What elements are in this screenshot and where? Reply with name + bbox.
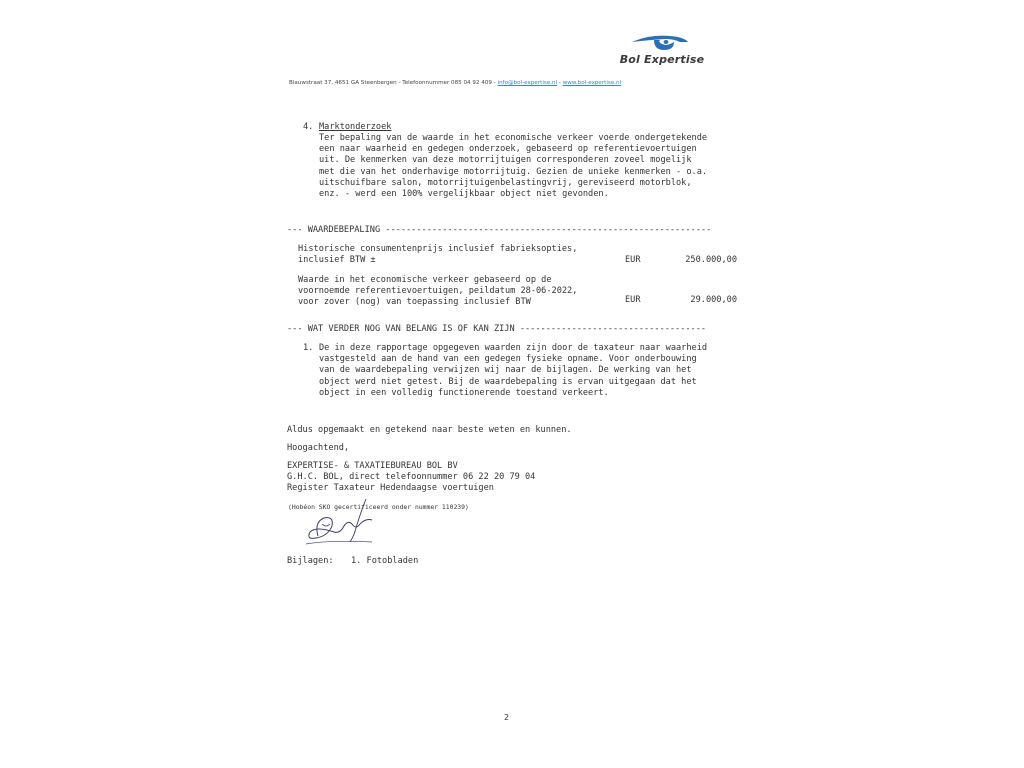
item-line: voor zover (nog) van toepassing inclusief BTW	[298, 297, 531, 308]
body-line: object werd niet getest. Bij de waardebepaling is ervan uitgegaan dat het	[319, 376, 697, 387]
body-line: Ter bepaling van de waarde in het economische verkeer voerde ondergetekende	[319, 133, 708, 143]
attachment-item: 1. Fotobladen	[351, 556, 419, 566]
handwritten-signature-icon	[300, 498, 380, 548]
signatory-block	[287, 461, 535, 495]
signatory-name: G.H.C. BOL, direct telefoonnummer 06 22 20 79 04	[287, 472, 536, 483]
attachments-label: Bijlagen:	[287, 556, 334, 566]
item-line: Waarde in het economische verkeer gebaseerd op de	[298, 275, 552, 285]
body-line: object in een volledig functionerende toestand verkeert.	[319, 387, 609, 398]
page-number: 2	[504, 713, 510, 722]
certification-note: (Hobéon SKO gecertificeerd onder nummer 110239)	[288, 503, 469, 511]
section-body	[319, 133, 707, 200]
section-title: Marktonderzoek	[319, 122, 392, 132]
item-number: 1.	[303, 343, 314, 353]
address-separator: -	[557, 80, 563, 86]
currency-label: EUR	[625, 255, 641, 265]
signatory-role: Register Taxateur Hedendaagse voertuigen	[287, 483, 494, 494]
signature	[300, 498, 380, 548]
valuation-item	[298, 244, 577, 266]
brand-name: Bol Expertise	[619, 53, 705, 66]
company-name: EXPERTISE- & TAXATIEBUREAU BOL BV	[287, 461, 458, 471]
website-link[interactable]: www.bol-expertise.nl	[562, 80, 622, 86]
address-line	[289, 80, 621, 86]
item-line: voornoemde referentievoertuigen, peildatum 28-06-2022,	[298, 286, 578, 297]
amount-value: 250.000,00	[685, 255, 737, 265]
verder-heading: --- WAT VERDER NOG VAN BELANG IS OF KAN ZIJN ------------------------------------	[287, 324, 707, 334]
currency-label: EUR	[625, 295, 641, 305]
item-line: inclusief BTW ±	[298, 255, 376, 266]
body-line: uit. De kenmerken van deze motorrijtuigen corresponderen zoveel mogelijk	[319, 155, 692, 166]
greeting: Hoogachtend,	[287, 443, 350, 453]
email-link[interactable]: info@bol-expertise.nl	[497, 80, 558, 86]
body-line: met die van het onderhavige motorrijtuig. Gezien de unieke kenmerken - o.a.	[319, 166, 708, 177]
item-line: Historische consumentenprijs inclusief fabrieksopties,	[298, 244, 578, 254]
address-text: Blauwstraat 37, 4651 GA Steenbergen - Telefoonnummer 085 04 92 409 -	[289, 80, 498, 86]
waardebepaling-heading: --- WAARDEBEPALING ---------------------------------------------------------------	[287, 225, 712, 235]
body-line: een naar waarheid en gedegen onderzoek, gebaseerd op referentievoertuigen	[319, 144, 697, 155]
body-line: enz. - werd een 100% vergelijkbaar object niet gevonden.	[319, 189, 609, 200]
closing-statement: Aldus opgemaakt en getekend naar beste weten en kunnen.	[287, 425, 572, 435]
verder-body	[319, 343, 707, 399]
company-logo	[612, 30, 712, 74]
body-line: vastgesteld aan de hand van een gedegen fysieke opname. Voor onderbouwing	[319, 354, 697, 365]
section-number: 4.	[303, 122, 314, 132]
amount-value: 29.000,00	[690, 295, 737, 305]
body-line: De in deze rapportage opgegeven waarden zijn door de taxateur naar waarheid	[319, 343, 708, 353]
valuation-item	[298, 275, 577, 309]
body-line: uitschuifbare salon, motorrijtuigenbelastingvrij, gereviseerd motorblok,	[319, 177, 692, 188]
body-line: van de waardebepaling verwijzen wij naar de bijlagen. De werking van het	[319, 365, 692, 376]
